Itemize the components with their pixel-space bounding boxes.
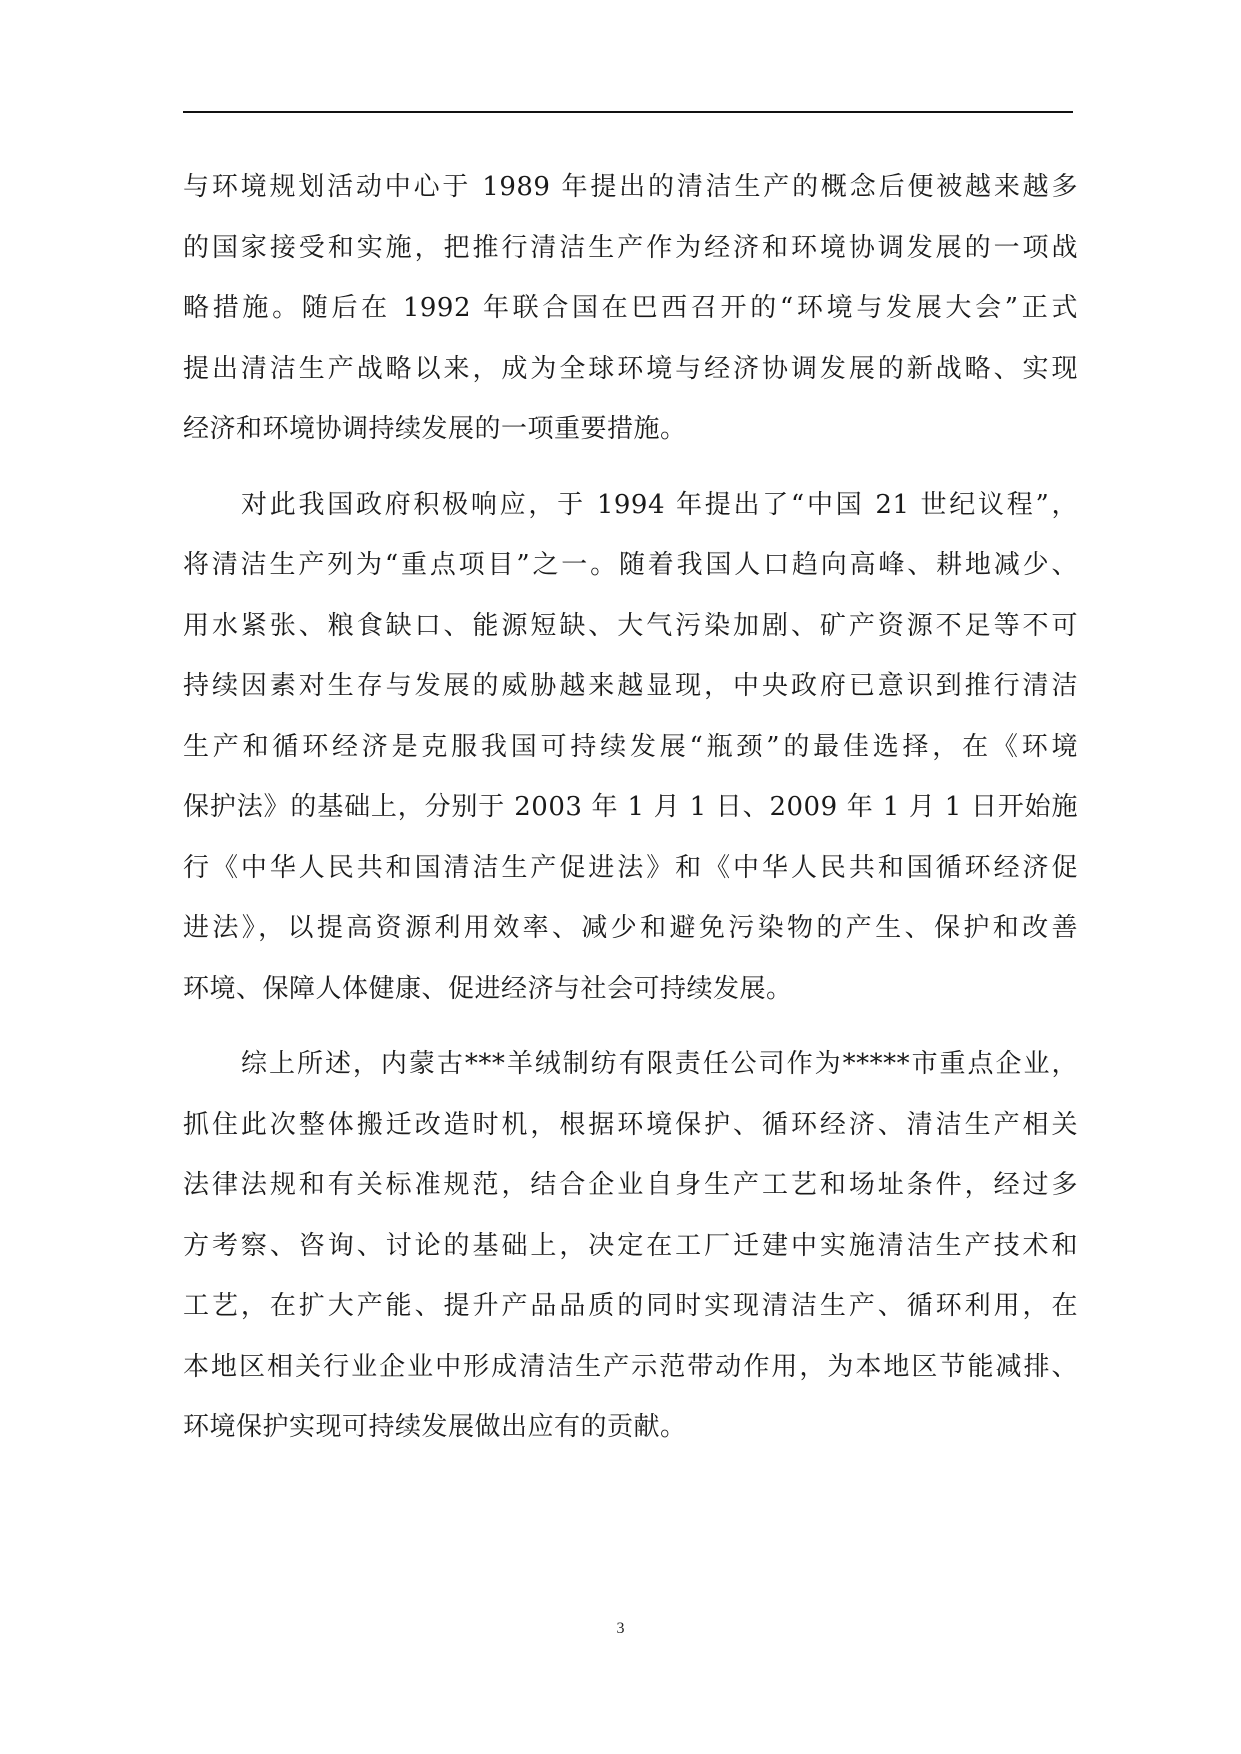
paragraph-line: 综上所述，内蒙古***羊绒制纺有限责任公司作为*****市重点企业， [241,1049,1078,1079]
paragraph-line: 工艺，在扩大产能、提升产品品质的同时实现清洁生产、循环利用，在 [183,1291,1078,1321]
paragraph-line: 对此我国政府积极响应，于 1994 年提出了“中国 21 世纪议程”， [241,489,1078,520]
paragraph-line: 抓住此次整体搬迁改造时机，根据环境保护、循环经济、清洁生产相关 [183,1109,1078,1140]
paragraph-line: 经济和环境协调持续发展的一项重要措施。 [183,414,687,444]
paragraph-line: 环境保护实现可持续发展做出应有的贡献。 [183,1412,687,1442]
paragraph-line: 的国家接受和实施，把推行清洁生产作为经济和环境协调发展的一项战 [183,232,1078,263]
paragraph-line: 提出清洁生产战略以来，成为全球环境与经济协调发展的新战略、实现 [183,353,1078,384]
paragraph-line: 本地区相关行业企业中形成清洁生产示范带动作用，为本地区节能减排、 [183,1351,1078,1382]
paragraph-line: 用水紧张、粮食缺口、能源短缺、大气污染加剧、矿产资源不足等不可 [183,610,1078,641]
paragraph-line: 保护法》的基础上，分别于 2003 年 1 月 1 日、2009 年 1 月 1 日开始施 [183,792,1078,822]
header-rule [183,111,1073,113]
paragraph-line: 环境、保障人体健康、促进经济与社会可持续发展。 [183,973,793,1004]
paragraph-line: 方考察、咨询、讨论的基础上，决定在工厂迁建中实施清洁生产技术和 [183,1230,1078,1261]
paragraph-line: 将清洁生产列为“重点项目”之一。随着我国人口趋向高峰、耕地减少、 [183,550,1078,580]
paragraph-line: 持续因素对生存与发展的威胁越来越显现，中央政府已意识到推行清洁 [183,671,1078,701]
paragraph-1 [183,157,1078,460]
paragraph-line: 进法》，以提高资源利用效率、减少和避免污染物的产生、保护和改善 [183,913,1078,943]
document-body [183,157,1078,1473]
paragraph-line: 法律法规和有关标准规范，结合企业自身生产工艺和场址条件，经过多 [183,1170,1078,1200]
paragraph-line: 生产和循环经济是克服我国可持续发展“瓶颈”的最佳选择，在《环境 [183,731,1078,762]
paragraph-line: 略措施。随后在 1992 年联合国在巴西召开的“环境与发展大会”正式 [183,293,1078,323]
paragraph-3 [183,1034,1078,1458]
paragraph-2 [183,475,1078,1020]
paragraph-line: 与环境规划活动中心于 1989 年提出的清洁生产的概念后便被越来越多 [183,172,1078,202]
page-number: 3 [616,1620,625,1637]
paragraph-line: 行《中华人民共和国清洁生产促进法》和《中华人民共和国循环经济促 [183,852,1078,883]
